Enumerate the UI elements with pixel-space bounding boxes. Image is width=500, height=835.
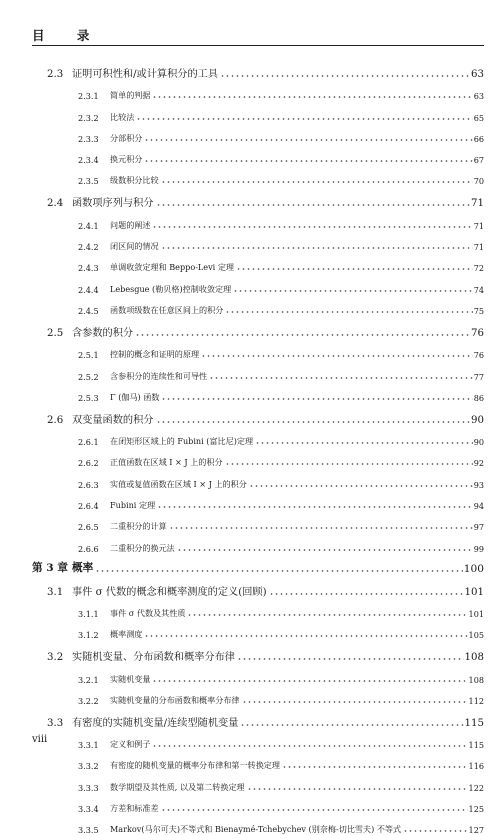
dot-leader: [403, 830, 467, 832]
toc-entry-section: [32, 186, 484, 209]
toc-entry-title: 单调收敛定理和 Beppo-Levi 定理: [110, 262, 235, 273]
dot-leader: [169, 527, 473, 529]
toc-entry-page: 112: [468, 695, 484, 706]
toc-entry-sub: [32, 123, 484, 144]
toc-entry-number: 3.3.4: [78, 804, 99, 815]
toc-entry-section: [32, 403, 484, 426]
toc-entry-number: 2.3.1: [78, 91, 99, 102]
toc-entry-sub: [32, 468, 484, 489]
toc-entry-number: 2.6.5: [78, 522, 99, 533]
toc-entry-title: 级数积分比较: [110, 175, 159, 186]
toc-entry-page: 67: [473, 155, 484, 166]
toc-entry-section: [32, 316, 484, 339]
toc-entry-sub: [32, 360, 484, 381]
toc-entry-sub: [32, 750, 484, 771]
toc-entry-title: 证明可积性和/或计算积分的工具: [72, 69, 219, 80]
dot-leader: [161, 809, 468, 811]
toc-entry-number: 2.3.2: [78, 112, 99, 123]
toc-entry-sub: [32, 252, 484, 273]
toc-entry-number: 3.1: [47, 586, 64, 598]
toc-entry-sub: [32, 814, 484, 835]
toc-entry-number: 3.2.2: [78, 695, 99, 706]
dot-leader: [156, 204, 471, 206]
toc-entry-number: 2.4.3: [78, 263, 99, 274]
toc-entry-sub: [32, 80, 484, 101]
dot-leader: [249, 485, 473, 487]
toc-entry-title: 正值函数在区域 I × J 上的积分: [110, 457, 223, 468]
toc-entry-number: 2.6.6: [78, 543, 99, 554]
dot-leader: [157, 506, 473, 508]
toc-entry-page: 101: [464, 586, 484, 598]
dot-leader: [236, 268, 473, 270]
toc-entry-number: 2.5.2: [78, 371, 99, 382]
toc-entry-number: 2.4.1: [78, 220, 99, 231]
dot-leader: [282, 766, 468, 768]
toc-entry-number: 2.6.3: [78, 479, 99, 490]
toc-entry-number: 第 3 章: [32, 561, 68, 574]
toc-entry-sub: [32, 490, 484, 511]
toc-entry-title: 含参数的积分: [72, 327, 134, 339]
dot-leader: [177, 549, 473, 551]
toc-entry-page: 101: [468, 608, 484, 619]
toc-entry-title: 实随机变量: [110, 673, 151, 684]
toc-entry-sub: [32, 273, 484, 294]
toc-entry-number: 3.3.1: [78, 740, 99, 751]
toc-entry-page: 63: [471, 69, 484, 80]
toc-entry-title: 定义和例子: [110, 739, 151, 750]
toc-entry-title: 控制的概念和证明的原理: [110, 349, 200, 360]
dot-leader: [220, 75, 470, 77]
toc-entry-page: 97: [473, 522, 484, 533]
toc-entry-page: 76: [473, 350, 484, 361]
toc-entry-title: Lebesgue (勒贝格)控制收敛定理: [110, 283, 232, 294]
toc-entry-sub: [32, 209, 484, 230]
toc-entry-page: 99: [473, 543, 484, 554]
toc-entry-title: 数学期望及其性质, 以及第二转换定理: [110, 781, 245, 792]
toc-entry-title: 事件 σ 代数及其性质: [110, 607, 186, 618]
toc-entry-number: 3.2.1: [78, 674, 99, 685]
toc-entry-page: 72: [473, 263, 484, 274]
toc-entry-title: 概率测度: [110, 629, 143, 640]
toc-entry-chapter: [32, 554, 484, 575]
toc-entry-section: [32, 57, 484, 80]
toc-entry-number: 2.3.3: [78, 133, 99, 144]
toc-entry-number: 3.3: [47, 717, 64, 729]
toc-entry-title: 函数项序列与积分: [72, 198, 154, 210]
dot-leader: [152, 226, 472, 228]
toc-entry-number: 3.2: [47, 652, 64, 664]
toc-entry-sub: [32, 295, 484, 316]
toc-entry-sub: [32, 447, 484, 468]
dot-leader: [152, 680, 467, 682]
toc-entry-title: 比较法: [110, 111, 135, 122]
toc-entry-title: 方差和标准差: [110, 803, 159, 814]
toc-entry-sub: [32, 663, 484, 684]
toc-entry-title: 简单的判据: [110, 90, 151, 101]
toc-entry-title: Markov(马尔可夫)不等式和 Bienaymé-Tchebychev (别奈梅-切比雪夫) 不等式: [110, 824, 402, 835]
dot-leader: [161, 398, 472, 400]
toc-entry-page: 75: [473, 305, 484, 316]
toc-entry-page: 115: [468, 740, 484, 751]
dot-leader: [161, 247, 473, 249]
toc-entry-sub: [32, 144, 484, 165]
toc-entry-number: 3.1.1: [78, 608, 99, 619]
toc-entry-sub: [32, 101, 484, 122]
page-number: viii: [32, 734, 48, 745]
toc-entry-title: Γ (伽马) 函数: [110, 391, 160, 402]
toc-entry-page: 76: [471, 327, 484, 339]
toc-entry-number: 3.3.3: [78, 782, 99, 793]
toc-entry-number: 3.3.5: [78, 825, 99, 835]
toc-entry-sub: [32, 598, 484, 619]
dot-leader: [144, 139, 472, 141]
toc-entry-page: 71: [471, 198, 484, 210]
toc-entry-section: [32, 706, 484, 729]
toc-entry-number: 3.1.2: [78, 630, 99, 641]
toc-entry-page: 93: [473, 479, 484, 490]
dot-leader: [225, 311, 472, 313]
toc-entry-title: 双变量函数的积分: [72, 414, 154, 426]
toc-entry-page: 63: [473, 91, 484, 102]
toc-entry-title: 二重积分的换元法: [110, 542, 175, 553]
toc-entry-page: 108: [468, 674, 484, 685]
toc-entry-page: 74: [473, 284, 484, 295]
toc-entry-sub: [32, 793, 484, 814]
toc-entry-title: 在闭矩形区域上的 Fubini (富比尼)定理: [110, 436, 254, 447]
toc-entry-section: [32, 575, 484, 598]
dot-leader: [255, 442, 473, 444]
toc-entry-page: 108: [464, 652, 484, 664]
toc-entry-page: 90: [473, 437, 484, 448]
dot-leader: [201, 355, 473, 357]
dot-leader: [240, 724, 463, 726]
toc-entry-page: 90: [471, 414, 484, 426]
toc-entry-title: 闭区间的情况: [110, 241, 159, 252]
dot-leader: [233, 290, 472, 292]
toc-entry-number: 2.6.1: [78, 437, 99, 448]
toc-entry-page: 66: [473, 133, 484, 144]
toc-entry-title: 含参积分的连续性和可导性: [110, 370, 208, 381]
toc-entry-number: 3.3.2: [78, 761, 99, 772]
toc-entry-number: 2.4.5: [78, 305, 99, 316]
toc-entry-page: 86: [473, 392, 484, 403]
toc-entry-number: 2.5.1: [78, 350, 99, 361]
toc-entry-title: Fubini 定理: [110, 500, 156, 511]
toc-entry-sub: [32, 511, 484, 532]
toc-entry-page: 115: [464, 717, 484, 729]
dot-leader: [237, 658, 464, 660]
toc-entry-title: 二重积分的计算: [110, 521, 167, 532]
toc-entry-page: 105: [468, 630, 484, 641]
toc-entry-page: 70: [473, 176, 484, 187]
toc-entry-number: 2.3.4: [78, 155, 99, 166]
table-of-contents: [32, 57, 484, 835]
toc-entry-page: 65: [473, 112, 484, 123]
dot-leader: [269, 593, 464, 595]
dot-leader: [144, 160, 472, 162]
toc-entry-sub: [32, 165, 484, 186]
dot-leader: [242, 701, 468, 703]
toc-entry-title: 分部积分: [110, 132, 143, 143]
toc-entry-page: 71: [473, 220, 484, 231]
dot-leader: [187, 614, 467, 616]
toc-entry-sub: [32, 729, 484, 750]
dot-leader: [144, 635, 467, 637]
dot-leader: [161, 181, 473, 183]
toc-entry-title: 换元积分: [110, 154, 143, 165]
toc-entry-sub: [32, 339, 484, 360]
toc-entry-title: 概率: [72, 561, 94, 574]
running-header: [32, 26, 484, 46]
toc-entry-title: 实随机变量的分布函数和概率分布律: [110, 694, 240, 705]
dot-leader: [152, 745, 467, 747]
toc-entry-page: 116: [468, 761, 484, 772]
dot-leader: [156, 421, 471, 423]
toc-entry-title: 实随机变量、分布函数和概率分布律: [72, 652, 235, 664]
toc-entry-sub: [32, 619, 484, 640]
toc-entry-number: 2.5: [47, 327, 64, 339]
toc-entry-sub: [32, 231, 484, 252]
toc-entry-page: 125: [468, 804, 484, 815]
toc-entry-page: 127: [468, 825, 484, 835]
toc-entry-sub: [32, 532, 484, 553]
toc-entry-number: 2.6.2: [78, 458, 99, 469]
toc-entry-page: 71: [473, 242, 484, 253]
toc-entry-number: 2.6.4: [78, 501, 99, 512]
toc-entry-page: 92: [473, 458, 484, 469]
toc-entry-number: 2.5.3: [78, 392, 99, 403]
dot-leader: [247, 788, 468, 790]
toc-entry-title: 有密度的随机变量的概率分布律和第一转换定理: [110, 760, 280, 771]
toc-entry-title: 函数项级数在任意区间上的积分: [110, 304, 224, 315]
toc-entry-page: 122: [468, 782, 484, 793]
toc-entry-page: 94: [473, 501, 484, 512]
toc-entry-page: 77: [473, 371, 484, 382]
toc-entry-sub: [32, 771, 484, 792]
toc-entry-number: 2.3: [47, 69, 64, 80]
toc-entry-title: 问题的阐述: [110, 219, 151, 230]
toc-entry-sub: [32, 685, 484, 706]
dot-leader: [135, 334, 470, 336]
dot-leader: [95, 570, 463, 572]
toc-entry-sub: [32, 426, 484, 447]
dot-leader: [209, 377, 473, 379]
toc-entry-number: 2.6: [47, 414, 64, 426]
dot-leader: [136, 118, 472, 120]
dot-leader: [152, 96, 472, 98]
toc-entry-title: 实值或复值函数在区域 I × J 上的积分: [110, 478, 247, 489]
toc-entry-page: 100: [463, 562, 484, 575]
toc-entry-title: 有密度的实随机变量/连续型随机变量: [72, 717, 239, 729]
toc-entry-sub: [32, 382, 484, 403]
toc-entry-number: 2.4: [47, 198, 64, 210]
dot-leader: [225, 463, 473, 465]
toc-entry-number: 2.3.5: [78, 176, 99, 187]
toc-entry-number: 2.4.2: [78, 242, 99, 253]
toc-entry-number: 2.4.4: [78, 284, 99, 295]
toc-entry-title: 事件 σ 代数的概念和概率测度的定义(回顾): [72, 586, 267, 598]
header-title: 目 录: [32, 28, 104, 43]
toc-entry-section: [32, 640, 484, 663]
